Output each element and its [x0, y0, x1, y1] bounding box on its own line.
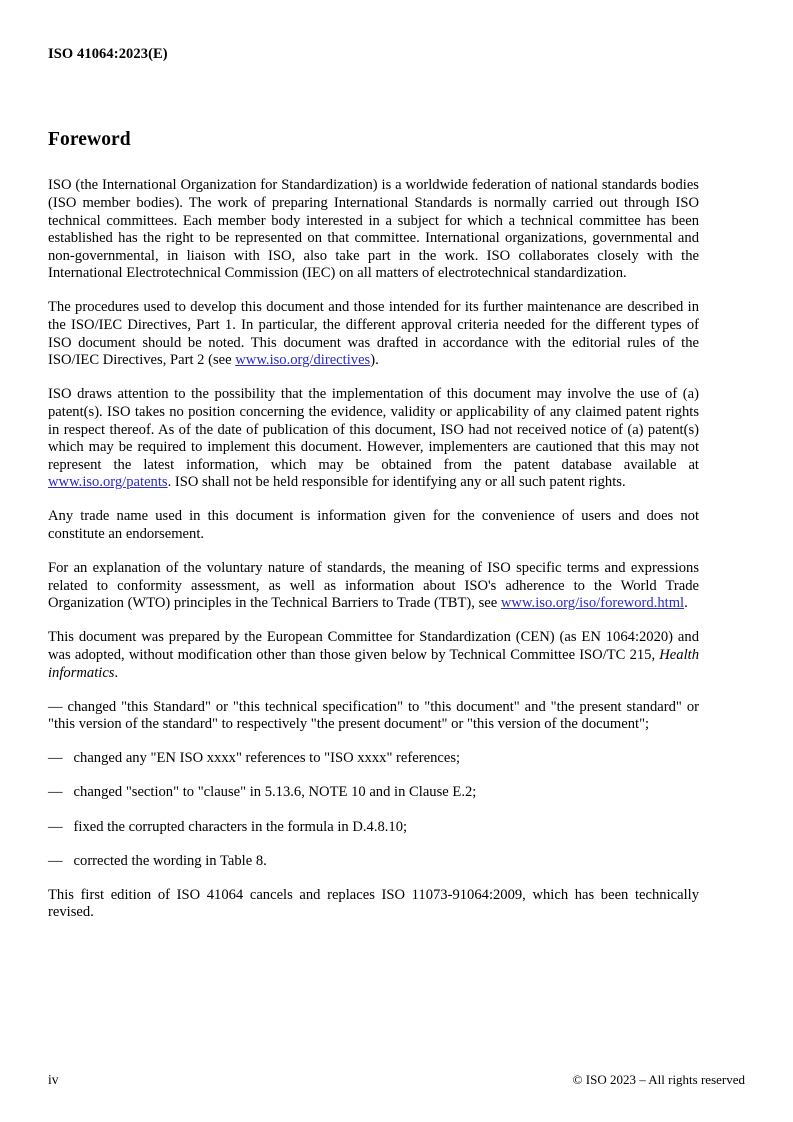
- paragraph-procedures: [48, 299, 699, 369]
- list-item: [48, 784, 699, 802]
- page-footer: [48, 1072, 745, 1088]
- list-item: [48, 853, 699, 871]
- paragraph-procedures-text-before: The procedures used to develop this document and those intended for its further maintenance are described in the ISO/IEC Directives, Part 1. In particular, the different approval criteria needed for the different types of ISO document should be noted. This document was drafted in accordance with the editorial rules of the ISO/IEC Directives, Part 2 (see: [48, 299, 699, 369]
- list-item-label: changed any "EN ISO xxxx" references to "ISO xxxx" references;: [73, 750, 461, 767]
- list-item: [48, 699, 699, 734]
- paragraph-patents-text-before: ISO draws attention to the possibility that the implementation of this document may involve the use of (a) patent(s). ISO takes no position concerning the evidence, validity or applicability of any claimed patent rights in respect thereof. As of the date of publication of this document, ISO had not received notice of (a) patent(s) which may be required to implement this document. However, implementers are cautioned that this may not represent the latest information, which may be obtained from the patent database available at: [48, 386, 699, 473]
- page-title: Foreword: [48, 129, 131, 150]
- list-item: [48, 750, 699, 768]
- paragraph-patents-text-after: . ISO shall not be held responsible for identifying any or all such patent rights.: [167, 474, 626, 491]
- em-dash-marker: —: [48, 698, 68, 715]
- list-item-label: corrected the wording in Table 8.: [73, 852, 267, 869]
- paragraph-cen-text-before: This document was prepared by the European Committee for Standardization (CEN) (as EN 1064:2020) and was adopted, without modification other than those given below by Technical Committee ISO/TC 215,: [48, 629, 699, 663]
- em-dash-marker: —: [48, 750, 74, 767]
- change-list: [48, 699, 699, 871]
- link-iso-foreword[interactable]: www.iso.org/iso/foreword.html: [500, 595, 685, 612]
- link-iso-directives[interactable]: www.iso.org/directives: [235, 352, 371, 369]
- list-item-label: changed "this Standard" or "this technical specification" to "this document" and "the present standard" or "this version of the standard" to respectively "the present document" or "this version of the document";: [48, 698, 699, 733]
- paragraph-wto-text-before: For an explanation of the voluntary nature of standards, the meaning of ISO specific terms and expressions related to conformity assessment, as well as information about ISO's adherence to the World Trade Organization (WTO) principles in the Technical Barriers to Trade (TBT), see: [48, 560, 699, 612]
- paragraph-wto-text-after: .: [684, 595, 688, 612]
- committee-title: Health informatics: [48, 646, 699, 681]
- paragraph-cen-adoption: [48, 629, 699, 682]
- copyright-notice: © ISO 2023 – All rights reserved: [572, 1072, 745, 1087]
- em-dash-marker: —: [48, 784, 74, 801]
- paragraph-cen-text-after: .: [114, 664, 119, 681]
- paragraph-procedures-text-after: ).: [370, 352, 379, 369]
- list-item-label: fixed the corrupted characters in the formula in D.4.8.10;: [73, 818, 408, 835]
- list-item-label: changed "section" to "clause" in 5.13.6, NOTE 10 and in Clause E.2;: [73, 784, 477, 801]
- em-dash-marker: —: [48, 852, 74, 869]
- document-standard-header: ISO 41064:2023(E): [48, 46, 168, 62]
- em-dash-marker: —: [48, 818, 74, 835]
- paragraph-edition-replacement: This first edition of ISO 41064 cancels and replaces ISO 11073-91064:2009, which has been technically revised.: [48, 886, 699, 921]
- list-item: [48, 819, 699, 837]
- paragraph-iso-definition: ISO (the International Organization for Standardization) is a worldwide federation of national standards bodies (ISO member bodies). The work of preparing International Standards is normally carried out through ISO technical committees. Each member body interested in a subject for which a technical committee has been established has the right to be represented on that committee. International organizations, governmental and non-governmental, in liaison with ISO, also take part in the work. ISO collaborates closely with the International Electrotechnical Commission (IEC) on all matters of electrotechnical standardization.: [48, 177, 699, 282]
- paragraph-wto-tbt: [48, 560, 699, 613]
- page-number: iv: [48, 1072, 59, 1087]
- paragraph-trade-name: Any trade name used in this document is information given for the convenience of users and does not constitute an endorsement.: [48, 508, 699, 542]
- link-iso-patents[interactable]: www.iso.org/patents: [48, 474, 168, 491]
- paragraph-patents: [48, 386, 699, 492]
- document-body: [48, 128, 699, 922]
